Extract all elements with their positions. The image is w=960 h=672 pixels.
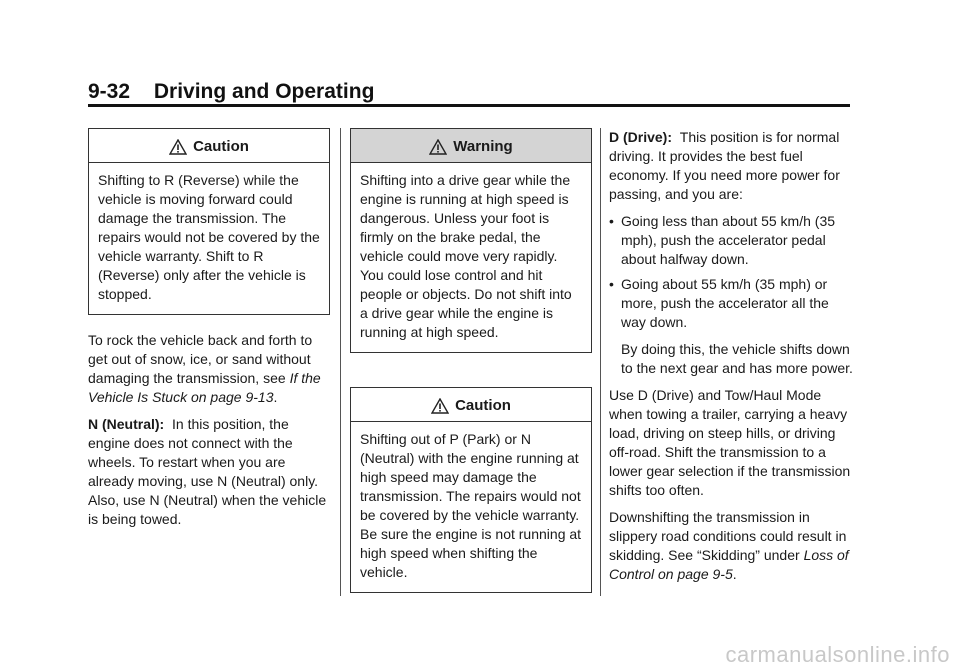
downshift-end: . <box>732 566 737 582</box>
page-header <box>88 80 374 104</box>
warning-box <box>350 128 592 353</box>
tow-paragraph: Use D (Drive) and Tow/Haul Mode when towing a trailer, carrying a heavy load, driving on steep hills, or driving off-road. Shift the transmission to a lower gear selection if the transmission shifts too often. <box>609 387 851 498</box>
drive-text: This position is for normal driving. It provides the best fuel economy. If you need more power for passing, and you are: <box>609 129 840 202</box>
neutral-text: In this position, the engine does not connect with the wheels. To restart when you are already moving, use N (Neutral) only. Also, use N (Neutral) when the vehicle is being towed. <box>88 416 327 527</box>
caution-box-reverse <box>88 128 330 315</box>
caution-text: Shifting to R (Reverse) while the vehicle is moving forward could damage the transmission. The repairs would not be covered by the vehicle warranty. Shift to R (Reverse) only after the vehicle is stopped. <box>98 172 320 302</box>
sub-paragraph: By doing this, the vehicle shifts down to the next gear and has more power. <box>621 341 853 376</box>
caution-text-2: Shifting out of P (Park) or N (Neutral) with the engine running at high speed may damage the transmission. The repairs would not be covered by the vehicle warranty. Be sure the engine is not running at high speed when shifting the vehicle. <box>360 431 582 580</box>
downshift-paragraph <box>609 508 857 584</box>
warning-icon <box>429 139 447 155</box>
column-1 <box>88 128 330 537</box>
list-item <box>609 275 857 332</box>
caution-icon <box>431 398 449 414</box>
section-title: Driving and Operating <box>153 80 375 103</box>
bullet-text: Going about 55 km/h (35 mph) or more, push the accelerator all the way down. <box>621 276 829 330</box>
drive-bullets <box>609 212 857 332</box>
rock-text: To rock the vehicle back and forth to get out of snow, ice, or sand without damaging the transmission, see <box>88 332 313 386</box>
stuck-link[interactable]: If the Vehicle Is Stuck on page 9-13 <box>88 370 321 405</box>
column-3 <box>609 128 857 592</box>
drive-label: D (Drive): <box>609 129 673 145</box>
column-divider-1 <box>340 128 341 596</box>
bullet-icon: • <box>609 213 614 229</box>
page-number: 9-32 <box>88 80 131 103</box>
rock-end: . <box>273 389 278 405</box>
warning-header <box>351 129 591 163</box>
drive-paragraph <box>609 128 857 204</box>
rock-paragraph <box>88 331 330 407</box>
caution-box-park <box>350 387 592 593</box>
column-divider-2 <box>600 128 601 596</box>
loss-of-control-link[interactable]: Loss of Control on page 9-5 <box>609 547 849 582</box>
header-rule <box>88 104 850 107</box>
caution-header-2 <box>351 388 591 422</box>
caution-icon <box>169 139 187 155</box>
neutral-paragraph <box>88 415 330 529</box>
caution-title: Caution <box>193 138 249 155</box>
warning-text: Shifting into a drive gear while the engine is running at high speed is dangerous. Unless your foot is firmly on the brake pedal, the vehicle could move very rapidly. You could lose control and hit people or objects. Do not shift into a drive gear while the engine is running at high speed. <box>360 172 572 340</box>
bullet-icon: • <box>609 276 614 292</box>
column-2 <box>350 128 592 593</box>
caution-header <box>89 129 329 163</box>
neutral-label: N (Neutral): <box>88 416 165 432</box>
caution-title-2: Caution <box>455 397 511 414</box>
watermark: carmanualsonline.info <box>725 642 950 667</box>
list-item <box>609 212 857 269</box>
downshift-text: Downshifting the transmission in slippery road conditions could result in skidding. See “Skidding” under <box>609 509 847 563</box>
warning-title: Warning <box>453 138 513 155</box>
bullet-text: Going less than about 55 km/h (35 mph), push the accelerator pedal about halfway down. <box>621 213 836 267</box>
